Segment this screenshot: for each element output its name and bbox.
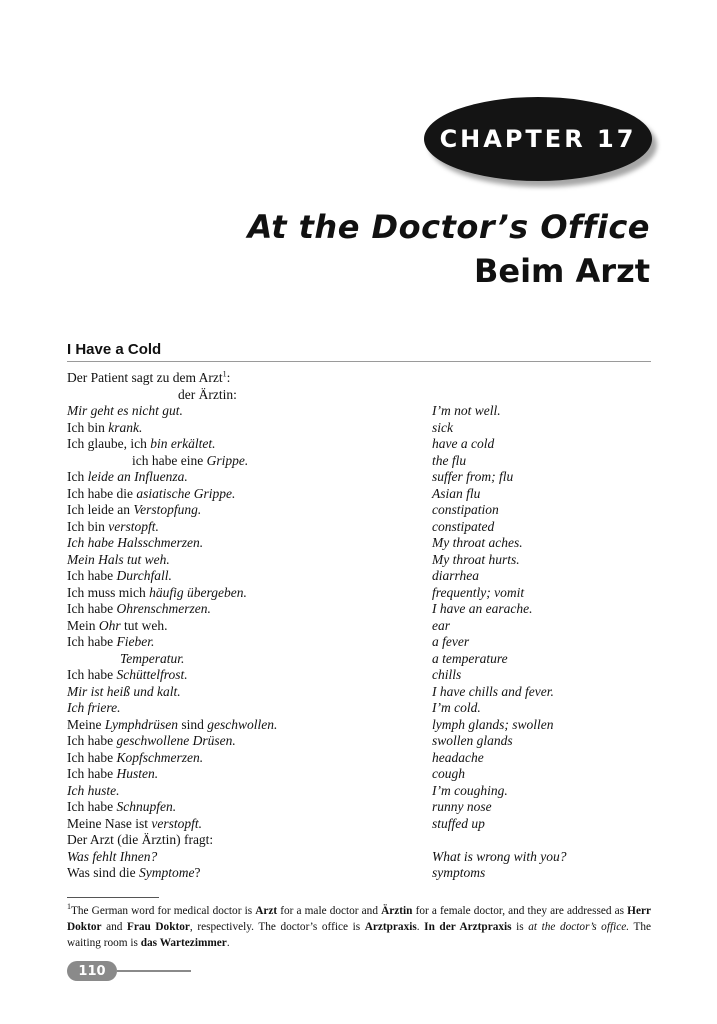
german-phrase: Was fehlt Ihnen? bbox=[67, 848, 158, 864]
german-phrase: Was sind die Symptome? bbox=[67, 865, 201, 880]
vocab-row bbox=[67, 816, 651, 833]
vocab-row bbox=[67, 552, 651, 569]
chapter-title-english: At the Doctor’s Office bbox=[247, 208, 650, 246]
english-translation: I have chills and fever. bbox=[432, 683, 554, 699]
german-phrase: Mir geht es nicht gut. bbox=[67, 403, 183, 418]
english-translation: diarrhea bbox=[432, 568, 480, 583]
footnote-reference: 1 bbox=[222, 369, 227, 379]
chapter-label: CHAPTER 17 bbox=[439, 125, 637, 153]
english-translation: suffer from; flu bbox=[432, 469, 514, 484]
vocab-row bbox=[67, 750, 651, 767]
vocab-row bbox=[67, 403, 651, 420]
footnote: $^1$The German word for medical doctor is Arzt for a male doctor and Ärztin for a female doctor, and they are addressed as Herr Doktor and Frau Doktor, respectively. The doctor’s office is Arztpraxis. In der Arztpraxis is at the doctor’s office. The waiting room is das Wartezimmer. bbox=[67, 902, 652, 949]
german-phrase: Ich leide an Verstopfung. bbox=[67, 502, 202, 517]
vocab-row bbox=[67, 618, 651, 635]
german-phrase: Meine Nase ist verstopft. bbox=[67, 815, 202, 831]
page-number-rule bbox=[117, 970, 191, 972]
english-translation: cough bbox=[432, 766, 465, 781]
vocab-row bbox=[67, 717, 651, 734]
page-number: 110 bbox=[67, 961, 117, 981]
german-phrase: Ich glaube, ich bin erkältet. bbox=[67, 436, 216, 451]
english-translation: Asian flu bbox=[432, 485, 481, 501]
vocab-row bbox=[67, 832, 651, 849]
english-translation: stuffed up bbox=[432, 815, 485, 831]
vocab-row bbox=[67, 469, 651, 486]
vocab-row bbox=[67, 733, 651, 750]
vocab-row bbox=[67, 519, 651, 536]
english-translation: lymph glands; swollen bbox=[432, 716, 554, 732]
english-translation: have a cold bbox=[432, 436, 495, 451]
vocab-row bbox=[67, 849, 651, 866]
english-translation: I’m not well. bbox=[432, 403, 501, 418]
vocab-row bbox=[67, 601, 651, 618]
german-phrase: Ich habe Halsschmerzen. bbox=[67, 535, 204, 550]
german-phrase: Ich habe Ohrenschmerzen. bbox=[67, 601, 211, 616]
chapter-title-german: Beim Arzt bbox=[473, 252, 650, 290]
english-translation: What is wrong with you? bbox=[432, 848, 567, 864]
vocab-row bbox=[67, 436, 651, 453]
vocab-row bbox=[67, 766, 651, 783]
german-phrase: Ich habe Fieber. bbox=[67, 634, 155, 649]
german-phrase: Ich habe Schnupfen. bbox=[67, 799, 177, 814]
german-phrase: Ich habe Durchfall. bbox=[67, 568, 172, 583]
english-translation: constipated bbox=[432, 518, 495, 534]
english-translation: frequently; vomit bbox=[432, 584, 525, 600]
footnote-divider bbox=[67, 897, 159, 898]
german-phrase: Ich bin krank. bbox=[67, 419, 143, 435]
intro-text: Der Patient sagt zu dem Arzt bbox=[67, 370, 223, 385]
german-phrase: Ich habe die asiatische Grippe. bbox=[67, 485, 236, 501]
vocab-row bbox=[67, 585, 651, 602]
section-divider bbox=[67, 361, 651, 362]
german-phrase: Ich muss mich häufig übergeben. bbox=[67, 584, 247, 600]
english-translation: symptoms bbox=[432, 865, 486, 880]
german-phrase: Ich habe Husten. bbox=[67, 766, 159, 781]
german-phrase: Mein Hals tut weh. bbox=[67, 551, 170, 567]
english-translation: swollen glands bbox=[432, 733, 513, 748]
vocab-row bbox=[67, 667, 651, 684]
german-phrase: Meine Lymphdrüsen sind geschwollen. bbox=[67, 716, 278, 732]
intro-line-2: der Ärztin: bbox=[178, 386, 237, 402]
german-phrase: Mein Ohr tut weh. bbox=[67, 617, 168, 633]
section-heading: I Have a Cold bbox=[67, 341, 162, 358]
english-translation: sick bbox=[432, 419, 453, 435]
english-translation: I’m coughing. bbox=[432, 782, 508, 798]
vocab-row bbox=[67, 634, 651, 651]
vocab-row bbox=[67, 535, 651, 552]
german-phrase: Ich leide an Influenza. bbox=[67, 469, 188, 484]
vocab-row bbox=[67, 568, 651, 585]
german-phrase: Der Arzt (die Ärztin) fragt: bbox=[67, 832, 214, 847]
english-translation: a fever bbox=[432, 634, 470, 649]
english-translation: headache bbox=[432, 749, 484, 765]
english-translation: I’m cold. bbox=[432, 700, 481, 715]
german-phrase: Ich bin verstopft. bbox=[67, 518, 159, 534]
english-translation: the flu bbox=[432, 452, 467, 468]
german-phrase: Ich habe Schüttelfrost. bbox=[67, 667, 188, 682]
english-translation: I have an earache. bbox=[432, 601, 533, 616]
english-translation: My throat hurts. bbox=[432, 551, 520, 567]
german-phrase: Ich habe geschwollene Drüsen. bbox=[67, 733, 236, 748]
vocab-row bbox=[67, 799, 651, 816]
vocab-row bbox=[67, 502, 651, 519]
english-translation: runny nose bbox=[432, 799, 492, 814]
vocabulary-list bbox=[67, 403, 651, 882]
german-phrase: Ich friere. bbox=[67, 700, 121, 715]
vocab-row bbox=[67, 651, 651, 668]
german-phrase: Ich habe Kopfschmerzen. bbox=[67, 749, 204, 765]
vocab-row bbox=[67, 420, 651, 437]
english-translation: constipation bbox=[432, 502, 499, 517]
vocab-row bbox=[67, 453, 651, 470]
vocab-row bbox=[67, 684, 651, 701]
english-translation: chills bbox=[432, 667, 462, 682]
chapter-badge bbox=[424, 97, 652, 181]
vocab-row bbox=[67, 783, 651, 800]
intro-colon: : bbox=[226, 370, 231, 385]
german-phrase: Temperatur. bbox=[120, 650, 185, 666]
german-phrase: ich habe eine Grippe. bbox=[132, 452, 249, 468]
footnote-number: 1 bbox=[67, 902, 71, 912]
english-translation: My throat aches. bbox=[432, 535, 523, 550]
german-phrase: Mir ist heiß und kalt. bbox=[67, 683, 181, 699]
vocab-row bbox=[67, 865, 651, 882]
vocab-row bbox=[67, 700, 651, 717]
english-translation: a temperature bbox=[432, 650, 508, 666]
german-phrase: Ich huste. bbox=[67, 782, 120, 798]
intro-line-1 bbox=[67, 370, 230, 387]
vocab-row bbox=[67, 486, 651, 503]
english-translation: ear bbox=[432, 617, 450, 633]
